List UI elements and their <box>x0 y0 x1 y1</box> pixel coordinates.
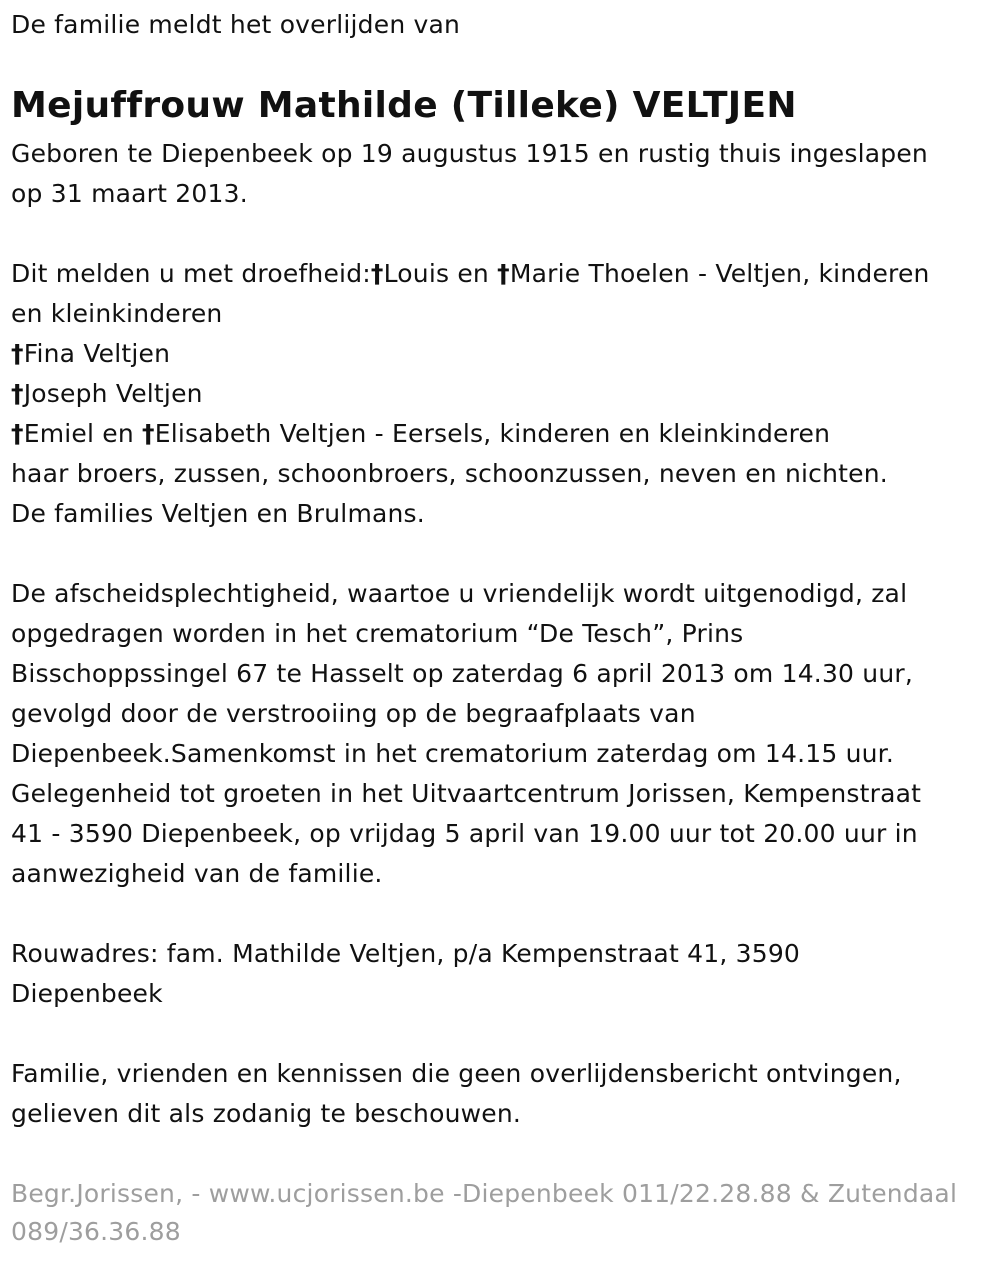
mourner-elisabeth: Elisabeth Veltjen - Eersels, kinderen en kleinkinderen <box>154 419 831 448</box>
mourner-marie: Marie Thoelen - Veltjen, kinderen <box>509 259 930 288</box>
ceremony-line: Bisschoppssingel 67 te Hasselt op zaterdag 6 april 2013 om 14.30 uur, <box>11 659 914 688</box>
ceremony-line: Diepenbeek.Samenkomst in het crematorium zaterdag om 14.15 uur. <box>11 739 895 768</box>
mourner-fina: Fina Veltjen <box>23 339 171 368</box>
mourners-line-3 <box>11 334 170 374</box>
cross-icon: † <box>497 259 510 288</box>
cross-icon: † <box>11 379 24 408</box>
ceremony-line: opgedragen worden in het crematorium “De Tesch”, Prins <box>11 619 744 648</box>
ceremony-line: 41 - 3590 Diepenbeek, op vrijdag 5 april van 19.00 uur tot 20.00 uur in <box>11 819 918 848</box>
address-line-2: Diepenbeek <box>11 979 163 1008</box>
cross-icon: † <box>142 419 155 448</box>
ceremony-line: De afscheidsplechtigheid, waartoe u vriendelijk wordt uitgenodigd, zal <box>11 579 908 608</box>
mourners-line-4 <box>11 374 203 414</box>
cross-icon: † <box>11 339 24 368</box>
mourners-line-7: De families Veltjen en Brulmans. <box>11 499 425 528</box>
mourners-lead: Dit melden u met droefheid: <box>11 259 371 288</box>
ceremony-line: gevolgd door de verstrooiing op de begraafplaats van <box>11 699 696 728</box>
mourner-louis: Louis en <box>383 259 498 288</box>
cross-icon: † <box>370 259 384 288</box>
notice-line-1: Familie, vrienden en kennissen die geen overlijdensbericht ontvingen, <box>11 1059 902 1088</box>
footer-line-2: 089/36.36.88 <box>11 1217 181 1246</box>
cross-icon: † <box>11 419 24 448</box>
ceremony-line: aanwezigheid van de familie. <box>11 859 383 888</box>
mourners-line-6: haar broers, zussen, schoonbroers, schoonzussen, neven en nichten. <box>11 459 888 488</box>
mourners-line-5 <box>11 414 830 454</box>
footer-line-1: Begr.Jorissen, - www.ucjorissen.be -Diepenbeek 011/22.28.88 & Zutendaal <box>11 1179 958 1208</box>
mourners-line-2: en kleinkinderen <box>11 299 223 328</box>
birth-line-1: Geboren te Diepenbeek op 19 augustus 1915 en rustig thuis ingeslapen <box>11 139 928 168</box>
notice-line-2: gelieven dit als zodanig te beschouwen. <box>11 1099 522 1128</box>
mourner-emiel: Emiel en <box>23 419 143 448</box>
address-line-1: Rouwadres: fam. Mathilde Veltjen, p/a Kempenstraat 41, 3590 <box>11 939 801 968</box>
birth-line-2: op 31 maart 2013. <box>11 179 248 208</box>
mourner-joseph: Joseph Veltjen <box>23 379 203 408</box>
mourners-line-1 <box>11 254 930 294</box>
intro-text: De familie meldt het overlijden van <box>11 10 461 39</box>
ceremony-line: Gelegenheid tot groeten in het Uitvaartcentrum Jorissen, Kempenstraat <box>11 779 922 808</box>
deceased-name: Mejuffrouw Mathilde (Tilleke) VELTJEN <box>11 85 797 126</box>
